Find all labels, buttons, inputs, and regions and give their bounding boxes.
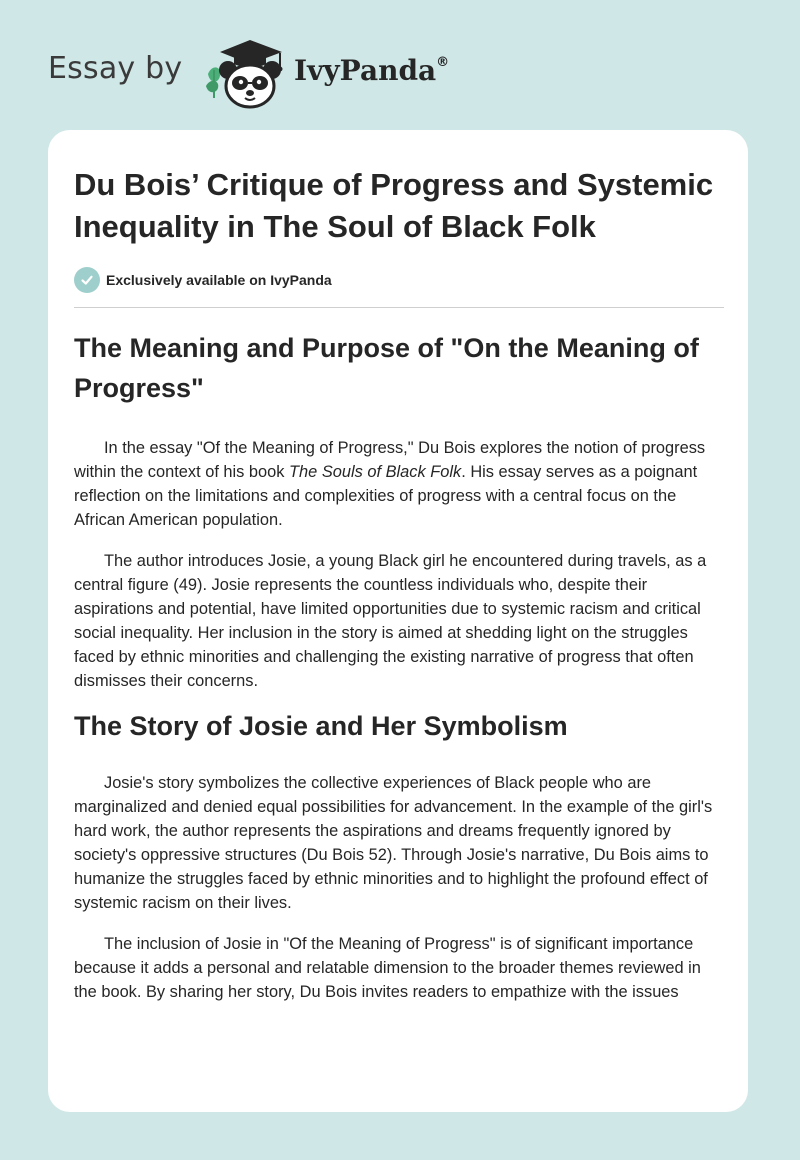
paragraph-text: In the essay "Of the Meaning of Progress," Du Bois explores the notion of progress within the context of his book	[74, 439, 706, 481]
registered-mark: ®	[436, 54, 450, 70]
paragraph	[74, 436, 724, 532]
book-title: The Souls of Black Folk	[289, 463, 462, 481]
site-header	[48, 34, 752, 114]
essay-by-label: Essay by	[48, 51, 183, 86]
paragraph: Josie's story symbolizes the collective experiences of Black people who are marginalized and denied equal possibilities for advancement. In the example of the girl's hard work, the author represents the aspirations and dreams frequently ignored by society's oppressive structures (Du Bois 52). Through Josie's narrative, Du Bois aims to humanize the struggles faced by ethnic minorities and to highlight the profound effect of systemic racism on their lives.	[74, 774, 713, 912]
paragraph: The author introduces Josie, a young Black girl he encountered during travels, as a central figure (49). Josie represents the countless individuals who, despite their aspirations and potential, have limited opportunities due to systemic racism and critical social inequality. Her inclusion in the story is aimed at shedding light on the struggles faced by ethnic minorities and challenging the existing narrative of progress that often dismisses their concerns.	[74, 552, 707, 690]
essay-card	[48, 130, 748, 1112]
check-badge-icon	[74, 267, 100, 293]
exclusive-label: Exclusively available on IvyPanda	[106, 272, 332, 288]
section-heading: The Story of Josie and Her Symbolism	[74, 711, 568, 741]
panda-graduate-icon[interactable]	[202, 34, 290, 110]
exclusive-badge	[74, 266, 724, 294]
brand-label: IvyPanda	[294, 54, 437, 87]
paragraph-text: . His essay serves as a poignant reflection on the limitations and complexities of progress with a central focus on the African American population.	[74, 463, 698, 529]
brand-name[interactable]	[294, 54, 449, 87]
divider	[74, 307, 724, 308]
essay-content	[74, 164, 724, 1004]
paragraph: The inclusion of Josie in "Of the Meaning of Progress" is of significant importance because it adds a personal and relatable dimension to the broader themes reviewed in the book. By sharing her story, Du Bois invites readers to empathize with the issues	[74, 935, 701, 1001]
section-heading: The Meaning and Purpose of "On the Meaning of Progress"	[74, 333, 699, 403]
page-title: Du Bois’ Critique of Progress and Systemic Inequality in The Soul of Black Folk	[74, 167, 714, 244]
